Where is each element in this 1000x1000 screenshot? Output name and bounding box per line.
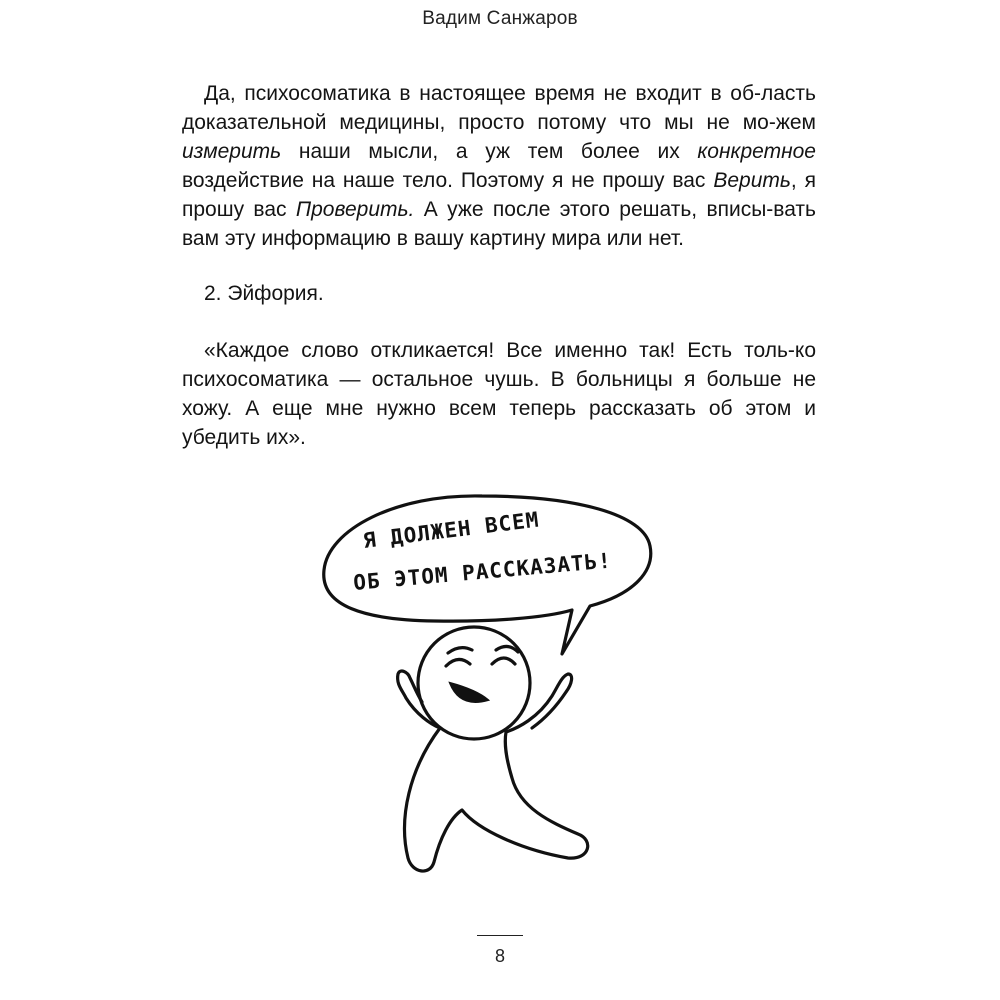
paragraph-psychosomatics: [182, 79, 816, 253]
paragraph-text: , я прошу вас: [182, 169, 817, 221]
paragraph-text: Да, психосоматика в настоящее время не входит в об-ласть доказательной медицины, просто потому что мы не мо-жем: [182, 82, 816, 134]
section-heading-euphoria: [182, 279, 816, 308]
italic-believe: Верить: [713, 169, 791, 192]
character-head-icon: [418, 627, 530, 739]
right-brow-icon: [496, 646, 518, 652]
quote-text: «Каждое слово откликается! Все именно так! Есть толь-ко психосоматика — остальное чушь. В больницы я больше не хожу. А еще мне нужно всем теперь рассказать об этом и убедить их».: [182, 339, 816, 449]
speech-text-line-1: Я ДОЛЖЕН ВСЕМ: [361, 507, 541, 553]
left-brow-icon: [448, 648, 472, 653]
italic-check: Проверить.: [295, 198, 415, 221]
right-arm-icon: [506, 674, 572, 732]
italic-measure: измерить: [182, 140, 282, 163]
paragraph-text: наши мысли, а уж тем более их: [281, 140, 698, 163]
right-eye-icon: [492, 658, 515, 664]
character-body-icon: [405, 728, 588, 871]
speech-text-line-2: ОБ ЭТОМ РАССКАЗАТЬ!: [352, 548, 613, 595]
left-eye-icon: [446, 659, 470, 666]
illustration-svg: [300, 478, 700, 908]
euphoric-character-illustration: [300, 478, 700, 908]
paragraph-text: А уже после этого решать, вписы-вать вам эту информацию в вашу картину мира или нет.: [182, 198, 816, 250]
paragraph-text: воздействие на наше тело. Поэтому я не прошу вас: [182, 169, 714, 192]
section-heading-text: 2. Эйфория.: [204, 282, 324, 305]
page-number: 8: [494, 946, 505, 966]
paragraph-quote: [182, 336, 816, 452]
smiling-mouth-icon: [450, 683, 488, 702]
running-header: Вадим Санжаров: [422, 8, 578, 29]
footer-rule: [477, 935, 523, 936]
italic-concrete: конкретное: [697, 140, 816, 163]
